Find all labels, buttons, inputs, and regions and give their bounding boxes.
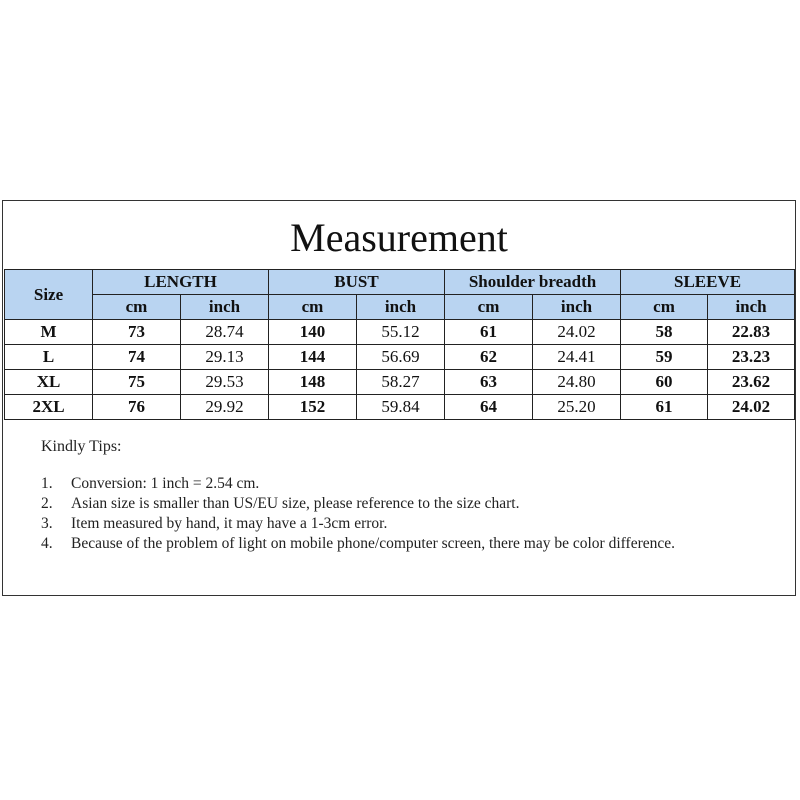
- table-header-row: [5, 270, 795, 295]
- size-chart-card: [2, 200, 796, 596]
- inch-value-cell: 59.84: [357, 395, 445, 420]
- cm-value-cell: 59: [621, 345, 708, 370]
- shoulder-header: Shoulder breadth: [445, 270, 621, 295]
- inch-value-cell: 58.27: [357, 370, 445, 395]
- cm-value-cell: 140: [269, 320, 357, 345]
- bust-header: BUST: [269, 270, 445, 295]
- inch-value-cell: 24.02: [708, 395, 795, 420]
- cm-value-cell: 60: [621, 370, 708, 395]
- cm-value-cell: 152: [269, 395, 357, 420]
- unit-header: cm: [269, 295, 357, 320]
- cm-value-cell: 73: [93, 320, 181, 345]
- tip-text: Conversion: 1 inch = 2.54 cm.: [71, 475, 260, 492]
- length-header: LENGTH: [93, 270, 269, 295]
- unit-header: cm: [93, 295, 181, 320]
- size-cell: 2XL: [5, 395, 93, 420]
- unit-header: cm: [621, 295, 708, 320]
- unit-header: inch: [181, 295, 269, 320]
- tips-list: [41, 474, 761, 554]
- cm-value-cell: 144: [269, 345, 357, 370]
- cm-value-cell: 63: [445, 370, 533, 395]
- cm-value-cell: 62: [445, 345, 533, 370]
- inch-value-cell: 56.69: [357, 345, 445, 370]
- tip-item: [41, 534, 761, 554]
- tips-heading: Kindly Tips:: [41, 438, 122, 455]
- tip-text: Because of the problem of light on mobile phone/computer screen, there may be color difference.: [71, 535, 675, 552]
- size-column-header: Size: [5, 270, 93, 320]
- cm-value-cell: 74: [93, 345, 181, 370]
- inch-value-cell: 24.02: [533, 320, 621, 345]
- inch-value-cell: 29.53: [181, 370, 269, 395]
- cm-value-cell: 148: [269, 370, 357, 395]
- tip-number: 1.: [41, 475, 53, 492]
- table-row: [5, 345, 795, 370]
- table-unit-row: [5, 295, 795, 320]
- chart-title: Measurement: [290, 215, 508, 260]
- unit-header: inch: [708, 295, 795, 320]
- sleeve-header: SLEEVE: [621, 270, 795, 295]
- unit-header: cm: [445, 295, 533, 320]
- size-table: [4, 269, 795, 420]
- table-row: [5, 370, 795, 395]
- unit-header: inch: [533, 295, 621, 320]
- inch-value-cell: 55.12: [357, 320, 445, 345]
- tip-item: [41, 474, 761, 494]
- inch-value-cell: 23.62: [708, 370, 795, 395]
- inch-value-cell: 24.41: [533, 345, 621, 370]
- tip-text: Item measured by hand, it may have a 1-3cm error.: [71, 515, 388, 532]
- tip-number: 4.: [41, 535, 53, 552]
- inch-value-cell: 28.74: [181, 320, 269, 345]
- tip-text: Asian size is smaller than US/EU size, please reference to the size chart.: [71, 495, 520, 512]
- kindly-tips: [41, 438, 761, 554]
- table-body: [5, 320, 795, 420]
- cm-value-cell: 58: [621, 320, 708, 345]
- inch-value-cell: 29.13: [181, 345, 269, 370]
- cm-value-cell: 61: [445, 320, 533, 345]
- size-cell: M: [5, 320, 93, 345]
- inch-value-cell: 22.83: [708, 320, 795, 345]
- size-cell: L: [5, 345, 93, 370]
- inch-value-cell: 23.23: [708, 345, 795, 370]
- tip-item: [41, 494, 761, 514]
- tip-number: 2.: [41, 495, 53, 512]
- cm-value-cell: 64: [445, 395, 533, 420]
- cm-value-cell: 61: [621, 395, 708, 420]
- table-row: [5, 320, 795, 345]
- cm-value-cell: 75: [93, 370, 181, 395]
- unit-header: inch: [357, 295, 445, 320]
- inch-value-cell: 25.20: [533, 395, 621, 420]
- inch-value-cell: 24.80: [533, 370, 621, 395]
- tip-number: 3.: [41, 515, 53, 532]
- size-cell: XL: [5, 370, 93, 395]
- cm-value-cell: 76: [93, 395, 181, 420]
- table-row: [5, 395, 795, 420]
- inch-value-cell: 29.92: [181, 395, 269, 420]
- tip-item: [41, 514, 761, 534]
